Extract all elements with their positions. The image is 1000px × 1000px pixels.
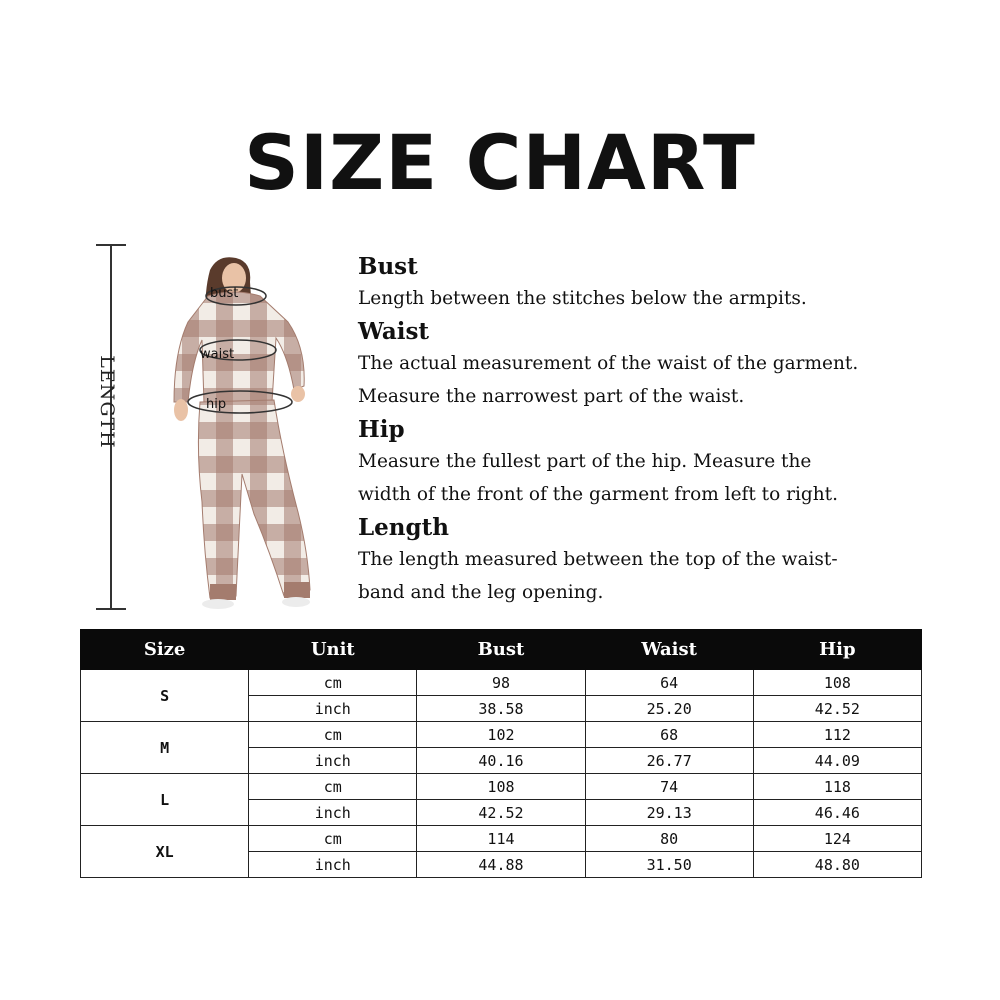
bust-cell: 44.88 [417, 852, 585, 878]
unit-cell: cm [249, 826, 417, 852]
hip-heading: Hip [358, 416, 405, 443]
unit-cell: inch [249, 696, 417, 722]
waist-cell: 31.50 [585, 852, 753, 878]
length-description-line-2: band and the leg opening. [358, 582, 604, 603]
header-hip: Hip [753, 630, 921, 670]
waist-description-line-2: Measure the narrowest part of the waist. [358, 386, 745, 407]
size-cell: S [81, 670, 249, 722]
bust-cell: 98 [417, 670, 585, 696]
size-table [80, 629, 922, 878]
waist-description-line-1: The actual measurement of the waist of the garment. [358, 353, 859, 374]
unit-cell: cm [249, 722, 417, 748]
header-size: Size [81, 630, 249, 670]
measurement-descriptions [358, 252, 958, 611]
model-figure [148, 252, 328, 612]
page-title: SIZE CHART [244, 118, 756, 207]
pajama-model-image [148, 252, 328, 612]
length-heading: Length [358, 514, 449, 541]
header-unit: Unit [249, 630, 417, 670]
length-label: LENGTH [96, 355, 118, 449]
hip-cell: 108 [753, 670, 921, 696]
waist-cell: 26.77 [585, 748, 753, 774]
table-header-row [81, 630, 922, 670]
table-row [81, 826, 922, 852]
table-row [81, 774, 922, 800]
header-waist: Waist [585, 630, 753, 670]
unit-cell: cm [249, 670, 417, 696]
waist-tag: waist [200, 347, 235, 362]
unit-cell: inch [249, 800, 417, 826]
unit-cell: inch [249, 852, 417, 878]
bust-cell: 114 [417, 826, 585, 852]
bust-heading: Bust [358, 253, 418, 280]
hip-cell: 124 [753, 826, 921, 852]
waist-heading: Waist [358, 318, 430, 345]
bust-tag: bust [210, 286, 239, 301]
hip-cell: 112 [753, 722, 921, 748]
waist-cell: 64 [585, 670, 753, 696]
length-cap-bottom [96, 608, 126, 610]
table-row [81, 722, 922, 748]
size-cell: M [81, 722, 249, 774]
header-bust: Bust [417, 630, 585, 670]
hip-description-line-2: width of the front of the garment from left to right. [358, 484, 838, 505]
bust-cell: 38.58 [417, 696, 585, 722]
bust-description: Length between the stitches below the armpits. [358, 288, 807, 309]
hip-cell: 42.52 [753, 696, 921, 722]
hip-cell: 48.80 [753, 852, 921, 878]
waist-cell: 74 [585, 774, 753, 800]
unit-cell: cm [249, 774, 417, 800]
bust-cell: 108 [417, 774, 585, 800]
waist-cell: 25.20 [585, 696, 753, 722]
size-cell: XL [81, 826, 249, 878]
bust-cell: 102 [417, 722, 585, 748]
waist-cell: 68 [585, 722, 753, 748]
hip-tag: hip [206, 397, 227, 412]
table-row [81, 670, 922, 696]
hip-cell: 118 [753, 774, 921, 800]
hip-cell: 44.09 [753, 748, 921, 774]
unit-cell: inch [249, 748, 417, 774]
hip-description-line-1: Measure the fullest part of the hip. Measure the [358, 451, 812, 472]
bust-cell: 40.16 [417, 748, 585, 774]
waist-cell: 80 [585, 826, 753, 852]
size-cell: L [81, 774, 249, 826]
waist-cell: 29.13 [585, 800, 753, 826]
bust-cell: 42.52 [417, 800, 585, 826]
length-description-line-1: The length measured between the top of the waist- [358, 549, 838, 570]
hip-cell: 46.46 [753, 800, 921, 826]
